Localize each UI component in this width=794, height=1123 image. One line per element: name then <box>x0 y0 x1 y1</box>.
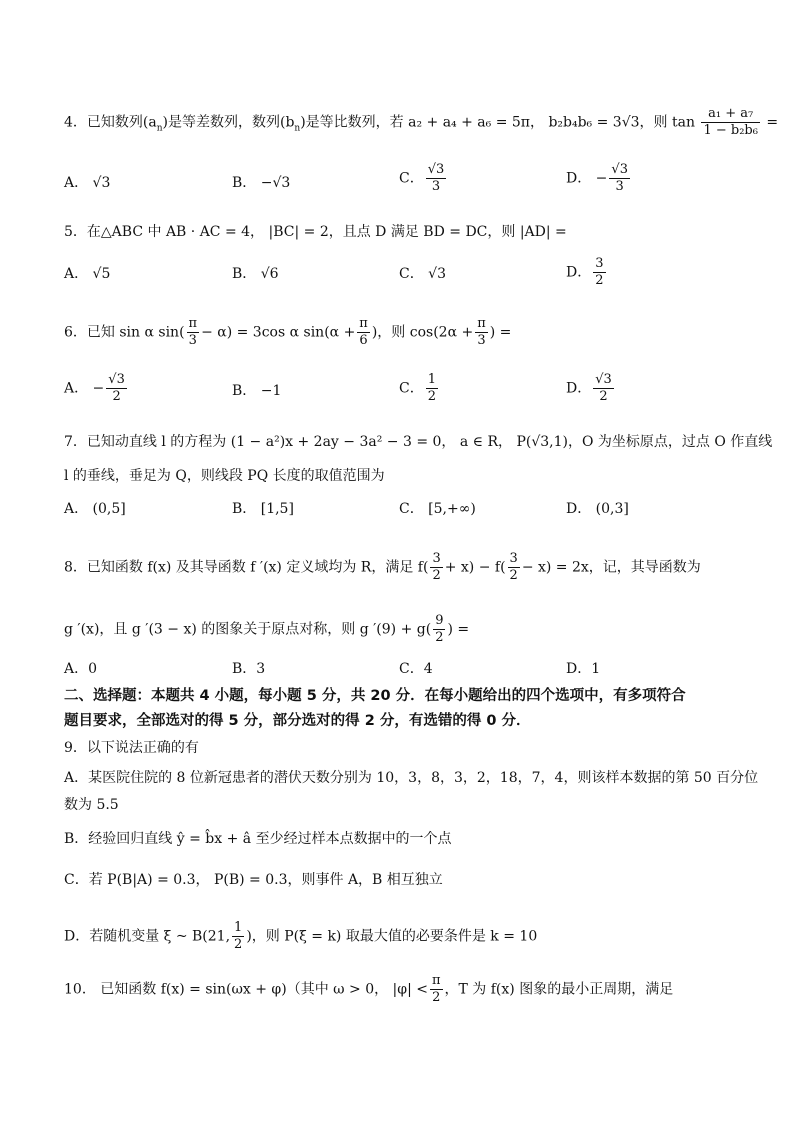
q6-option-c[interactable]: C． $\frac{1}{2}$ <box>399 372 436 404</box>
q7-option-a[interactable]: A． (0,5] <box>64 501 126 517</box>
q8-option-b[interactable]: B．3 <box>232 661 266 677</box>
q8-option-c[interactable]: C．4 <box>399 661 433 677</box>
q4-option-d[interactable]: D． − $\frac{√3}{3}$ <box>566 162 628 194</box>
question-5-stem: 5．在△ABC 中 AB · AC = 4， |BC| = 2，且点 D 满足 BD = DC，则 |AD| = <box>64 224 567 240</box>
q9-option-a-line2: 数为 5.5 <box>64 797 119 813</box>
q7-option-d[interactable]: D． (0,3] <box>566 501 629 517</box>
q8-option-d[interactable]: D．1 <box>566 661 601 677</box>
question-8-stem-line1: 8．已知函数 f(x) 及其导函数 f ′(x) 定义域均为 R，满足 f( $\frac{3}{2}$ + x) − f( $\frac{3}{2}$ − x) = 2x，记，其导函数为 <box>64 551 701 583</box>
q9-option-a-line1[interactable]: A．某医院住院的 8 位新冠患者的潜伏天数分别为 10，3，8，3，2，18，7，4，则该样本数据的第 50 百分位 <box>64 770 759 786</box>
q5-option-b[interactable]: B． √6 <box>232 266 279 282</box>
section-2-heading-line1: 二、选择题：本题共 4 小题，每小题 5 分，共 20 分．在每小题给出的四个选项中，有多项符合 <box>64 688 686 704</box>
q4-text-b: )是等差数列，数列(b <box>162 114 295 131</box>
q4-fraction: $\frac{\text{a₁ + a₇}}{\text{1 − b₂b₆}}$ <box>703 106 758 138</box>
q5-option-c[interactable]: C． √3 <box>399 266 446 282</box>
section-2-heading-line2: 题目要求，全部选对的得 5 分，部分选对的得 2 分，有选错的得 0 分． <box>64 713 531 729</box>
q4-option-c[interactable]: C． $\frac{√3}{3}$ <box>399 162 445 194</box>
question-8-stem-line2: g ′(x)，且 g ′(3 − x) 的图象关于原点对称，则 g ′(9) + g( $\frac{9}{2}$ ) = <box>64 613 470 645</box>
question-4-stem: 4．已知数列$(a_n)$是等差数列，数列$(b_n)$是等比数列，若 a₂ + a₄ + a₆ = 5π， b₂b₄b₆ = 3√3，则 tan $\frac{\text{a₁ + a₇}}{\text{1 − b₂b₆}}$ = <box>64 106 779 138</box>
q5-option-d[interactable]: D． $\frac{3}{2}$ <box>566 256 604 288</box>
q4-option-b[interactable]: B． −√3 <box>232 175 291 191</box>
q7-option-b[interactable]: B． [1,5] <box>232 501 294 517</box>
q8-option-a[interactable]: A．0 <box>64 661 98 677</box>
q6-option-d[interactable]: D． $\frac{√3}{2}$ <box>566 372 612 404</box>
q9-option-c[interactable]: C．若 P(B|A) = 0.3， P(B) = 0.3，则事件 A，B 相互独立 <box>64 872 443 888</box>
question-7-stem-line1: 7．已知动直线 l 的方程为 (1 − a²)x + 2ay − 3a² − 3 = 0， a ∈ R， P(√3,1)，O 为坐标原点，过点 O 作直线 <box>64 434 773 450</box>
q4-text-a: 4．已知数列(a <box>64 114 157 131</box>
question-10-stem: 10． 已知函数 f(x) = sin(ωx + φ)（其中 ω > 0， |φ| < $\frac{\pi}{2}$ ，T 为 f(x) 图象的最小正周期，满足 <box>64 973 674 1005</box>
q4-option-a[interactable]: A． √3 <box>64 175 111 191</box>
question-7-stem-line2: l 的垂线，垂足为 Q，则线段 PQ 长度的取值范围为 <box>64 468 385 484</box>
q9-option-d[interactable]: D．若随机变量 ξ ~ B(21, $\frac{1}{2}$ )，则 P(ξ = k) 取最大值的必要条件是 k = 10 <box>64 920 538 952</box>
q4-text-c: )是等比数列，若 a₂ + a₄ + a₆ = 5π， b₂b₄b₆ = 3√3，则 tan <box>300 114 695 131</box>
q4-equals: = <box>766 114 779 131</box>
q7-option-c[interactable]: C． [5,+∞) <box>399 501 476 517</box>
q6-option-a[interactable]: A． − $\frac{√3}{2}$ <box>64 372 125 404</box>
q6-option-b[interactable]: B． −1 <box>232 383 282 399</box>
question-9-stem: 9．以下说法正确的有 <box>64 740 199 756</box>
q5-option-a[interactable]: A． √5 <box>64 266 111 282</box>
q9-option-b[interactable]: B．经验回归直线 ŷ = b̂x + â 至少经过样本点数据中的一个点 <box>64 831 452 847</box>
question-6-stem: 6．已知 sin α sin( $\frac{\pi}{3}$ − α) = 3cos α sin(α + $\frac{\pi}{6}$ )，则 cos(2α + $\frac{\pi}{3}$ ) = <box>64 316 512 348</box>
